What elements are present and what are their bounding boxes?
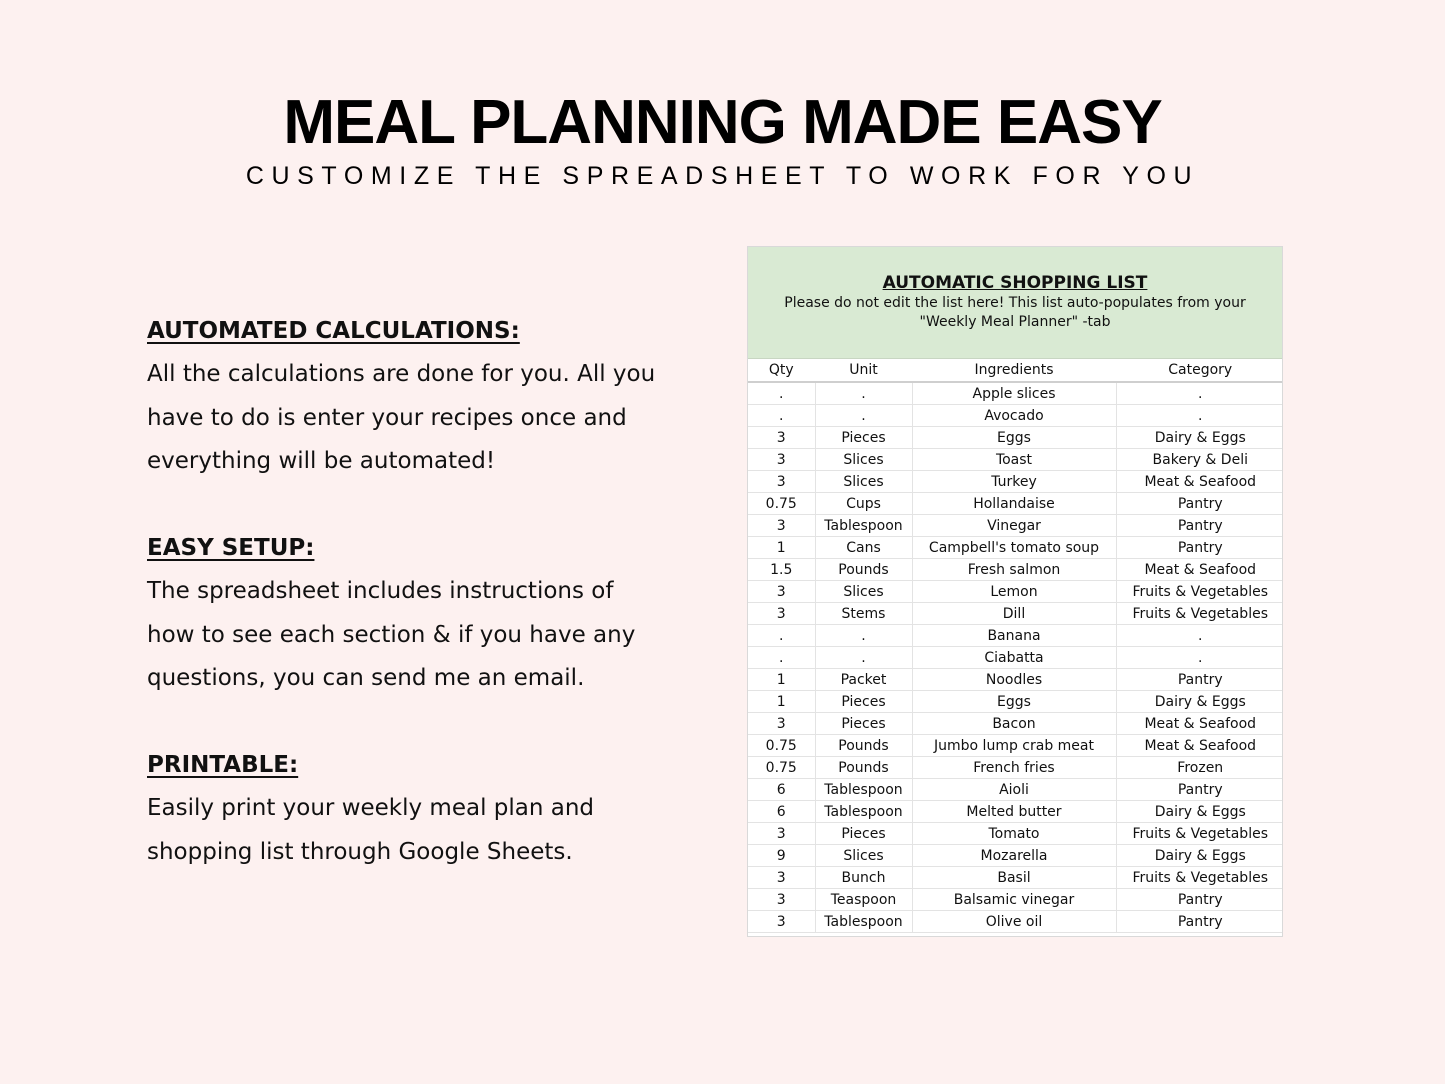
cell-ingredient[interactable]: Bacon: [912, 713, 1116, 735]
cell-ingredient[interactable]: Turkey: [912, 471, 1116, 493]
cell-unit[interactable]: Tablespoon: [815, 801, 912, 823]
table-row[interactable]: [748, 867, 1283, 889]
table-row[interactable]: [748, 889, 1283, 911]
cell-qty[interactable]: .: [748, 647, 815, 669]
table-row[interactable]: [748, 449, 1283, 471]
cell-ingredient[interactable]: Banana: [912, 625, 1116, 647]
table-row[interactable]: [748, 713, 1283, 735]
feature-heading: EASY SETUP:: [147, 535, 315, 562]
cell-ingredient[interactable]: Fresh salmon: [912, 559, 1116, 581]
cell-ingredient[interactable]: Balsamic vinegar: [912, 889, 1116, 911]
cell-category[interactable]: Fruits & Vegetables: [1116, 603, 1283, 625]
table-row[interactable]: [748, 625, 1283, 647]
cell-ingredient[interactable]: French fries: [912, 757, 1116, 779]
cell-category[interactable]: Pantry: [1116, 889, 1283, 911]
shopping-list-table: [748, 359, 1283, 933]
cell-category[interactable]: Fruits & Vegetables: [1116, 581, 1283, 603]
cell-category[interactable]: Dairy & Eggs: [1116, 845, 1283, 867]
column-header-qty: Qty: [748, 359, 815, 382]
feature-line: Easily print your weekly meal plan and: [147, 795, 595, 822]
cell-unit[interactable]: Cups: [815, 493, 912, 515]
cell-unit[interactable]: Bunch: [815, 867, 912, 889]
cell-qty[interactable]: .: [748, 382, 815, 405]
table-row[interactable]: [748, 382, 1283, 405]
feature-automated-calculations: [147, 310, 687, 484]
cell-unit[interactable]: .: [815, 382, 912, 405]
cell-qty[interactable]: 1: [748, 537, 815, 559]
cell-category[interactable]: Meat & Seafood: [1116, 713, 1283, 735]
cell-category[interactable]: Pantry: [1116, 493, 1283, 515]
cell-qty[interactable]: 1.5: [748, 559, 815, 581]
table-row[interactable]: [748, 559, 1283, 581]
feature-line: All the calculations are done for you. All you: [147, 361, 656, 388]
cell-qty[interactable]: 6: [748, 779, 815, 801]
page-title: MEAL PLANNING MADE EASY: [283, 88, 1162, 157]
table-header-row: [748, 359, 1283, 382]
table-row[interactable]: [748, 427, 1283, 449]
cell-category[interactable]: .: [1116, 382, 1283, 405]
table-row[interactable]: [748, 515, 1283, 537]
cell-qty[interactable]: 3: [748, 823, 815, 845]
cell-qty[interactable]: 3: [748, 867, 815, 889]
cell-unit[interactable]: Tablespoon: [815, 779, 912, 801]
cell-category[interactable]: Dairy & Eggs: [1116, 801, 1283, 823]
sheet-title: AUTOMATIC SHOPPING LIST: [882, 273, 1148, 293]
cell-ingredient[interactable]: Apple slices: [912, 382, 1116, 405]
cell-unit[interactable]: Tablespoon: [815, 515, 912, 537]
cell-unit[interactable]: Pounds: [815, 757, 912, 779]
table-row[interactable]: [748, 537, 1283, 559]
cell-ingredient[interactable]: Olive oil: [912, 911, 1116, 933]
cell-qty[interactable]: 1: [748, 669, 815, 691]
column-header-unit: Unit: [815, 359, 912, 382]
feature-line: questions, you can send me an email.: [147, 665, 585, 692]
cell-unit[interactable]: Tablespoon: [815, 911, 912, 933]
cell-category[interactable]: Pantry: [1116, 537, 1283, 559]
feature-line: everything will be automated!: [147, 448, 496, 475]
cell-qty[interactable]: 6: [748, 801, 815, 823]
sheet-note: Please do not edit the list here! This list auto-populates from your: [784, 295, 1246, 311]
table-row[interactable]: [748, 493, 1283, 515]
cell-unit[interactable]: Teaspoon: [815, 889, 912, 911]
cell-unit[interactable]: Cans: [815, 537, 912, 559]
cell-ingredient[interactable]: Campbell's tomato soup: [912, 537, 1116, 559]
table-row[interactable]: [748, 845, 1283, 867]
cell-ingredient[interactable]: Toast: [912, 449, 1116, 471]
table-row[interactable]: [748, 735, 1283, 757]
cell-ingredient[interactable]: Noodles: [912, 669, 1116, 691]
table-row[interactable]: [748, 691, 1283, 713]
shopping-list-sheet: [747, 246, 1283, 937]
column-header-category: Category: [1116, 359, 1283, 382]
feature-printable: [147, 744, 687, 874]
cell-qty[interactable]: 9: [748, 845, 815, 867]
feature-line: The spreadsheet includes instructions of: [147, 578, 614, 605]
cell-ingredient[interactable]: Mozarella: [912, 845, 1116, 867]
feature-easy-setup: [147, 527, 687, 701]
column-header-ingredients: Ingredients: [912, 359, 1116, 382]
cell-unit[interactable]: Pounds: [815, 559, 912, 581]
cell-unit[interactable]: Pieces: [815, 427, 912, 449]
table-row[interactable]: [748, 779, 1283, 801]
cell-category[interactable]: Pantry: [1116, 779, 1283, 801]
table-row[interactable]: [748, 581, 1283, 603]
cell-qty[interactable]: .: [748, 405, 815, 427]
table-row[interactable]: [748, 757, 1283, 779]
cell-ingredient[interactable]: Jumbo lump crab meat: [912, 735, 1116, 757]
cell-unit[interactable]: Slices: [815, 449, 912, 471]
cell-qty[interactable]: 3: [748, 581, 815, 603]
cell-unit[interactable]: .: [815, 405, 912, 427]
feature-line: have to do is enter your recipes once and: [147, 404, 627, 431]
cell-ingredient[interactable]: Hollandaise: [912, 493, 1116, 515]
cell-qty[interactable]: 3: [748, 713, 815, 735]
table-row[interactable]: [748, 911, 1283, 933]
table-row[interactable]: [748, 471, 1283, 493]
cell-qty[interactable]: 3: [748, 449, 815, 471]
cell-ingredient[interactable]: Eggs: [912, 427, 1116, 449]
cell-unit[interactable]: Slices: [815, 845, 912, 867]
cell-category[interactable]: .: [1116, 647, 1283, 669]
cell-ingredient[interactable]: Basil: [912, 867, 1116, 889]
cell-category[interactable]: Fruits & Vegetables: [1116, 867, 1283, 889]
feature-line: shopping list through Google Sheets.: [147, 838, 573, 865]
cell-category[interactable]: .: [1116, 625, 1283, 647]
cell-unit[interactable]: Pieces: [815, 823, 912, 845]
cell-category[interactable]: Dairy & Eggs: [1116, 427, 1283, 449]
cell-qty[interactable]: 0.75: [748, 493, 815, 515]
cell-category[interactable]: Pantry: [1116, 515, 1283, 537]
cell-ingredient[interactable]: Melted butter: [912, 801, 1116, 823]
cell-category[interactable]: Meat & Seafood: [1116, 559, 1283, 581]
cell-unit[interactable]: Packet: [815, 669, 912, 691]
cell-unit[interactable]: Stems: [815, 603, 912, 625]
cell-category[interactable]: Meat & Seafood: [1116, 471, 1283, 493]
cell-category[interactable]: Fruits & Vegetables: [1116, 823, 1283, 845]
cell-ingredient[interactable]: Ciabatta: [912, 647, 1116, 669]
cell-qty[interactable]: 3: [748, 603, 815, 625]
cell-ingredient[interactable]: Dill: [912, 603, 1116, 625]
cell-ingredient[interactable]: Tomato: [912, 823, 1116, 845]
table-row[interactable]: [748, 669, 1283, 691]
table-row[interactable]: [748, 405, 1283, 427]
cell-ingredient[interactable]: Eggs: [912, 691, 1116, 713]
cell-ingredient[interactable]: Vinegar: [912, 515, 1116, 537]
cell-qty[interactable]: 0.75: [748, 735, 815, 757]
features-panel: [147, 310, 687, 874]
cell-qty[interactable]: 3: [748, 515, 815, 537]
cell-qty[interactable]: 0.75: [748, 757, 815, 779]
cell-unit[interactable]: Pieces: [815, 691, 912, 713]
cell-ingredient[interactable]: Aioli: [912, 779, 1116, 801]
page-subtitle: CUSTOMIZE THE SPREADSHEET TO WORK FOR YOU: [245, 162, 1200, 190]
cell-ingredient[interactable]: Avocado: [912, 405, 1116, 427]
cell-unit[interactable]: .: [815, 647, 912, 669]
sheet-note: "Weekly Meal Planner" -tab: [919, 314, 1111, 330]
table-row[interactable]: [748, 823, 1283, 845]
cell-ingredient[interactable]: Lemon: [912, 581, 1116, 603]
cell-unit[interactable]: .: [815, 625, 912, 647]
cell-unit[interactable]: Pieces: [815, 713, 912, 735]
sheet-header: [748, 247, 1282, 359]
cell-qty[interactable]: 3: [748, 471, 815, 493]
cell-unit[interactable]: Slices: [815, 581, 912, 603]
cell-qty[interactable]: 3: [748, 427, 815, 449]
cell-qty[interactable]: .: [748, 625, 815, 647]
cell-qty[interactable]: 1: [748, 691, 815, 713]
feature-line: how to see each section & if you have any: [147, 621, 636, 648]
cell-qty[interactable]: 3: [748, 889, 815, 911]
cell-category[interactable]: Meat & Seafood: [1116, 735, 1283, 757]
cell-unit[interactable]: Pounds: [815, 735, 912, 757]
cell-category[interactable]: .: [1116, 405, 1283, 427]
table-row[interactable]: [748, 603, 1283, 625]
feature-heading: PRINTABLE:: [147, 752, 299, 779]
table-row[interactable]: [748, 801, 1283, 823]
cell-category[interactable]: Bakery & Deli: [1116, 449, 1283, 471]
cell-category[interactable]: Frozen: [1116, 757, 1283, 779]
feature-heading: AUTOMATED CALCULATIONS:: [147, 318, 520, 344]
cell-qty[interactable]: 3: [748, 911, 815, 933]
cell-unit[interactable]: Slices: [815, 471, 912, 493]
cell-category[interactable]: Dairy & Eggs: [1116, 691, 1283, 713]
cell-category[interactable]: Pantry: [1116, 669, 1283, 691]
cell-category[interactable]: Pantry: [1116, 911, 1283, 933]
table-row[interactable]: [748, 647, 1283, 669]
